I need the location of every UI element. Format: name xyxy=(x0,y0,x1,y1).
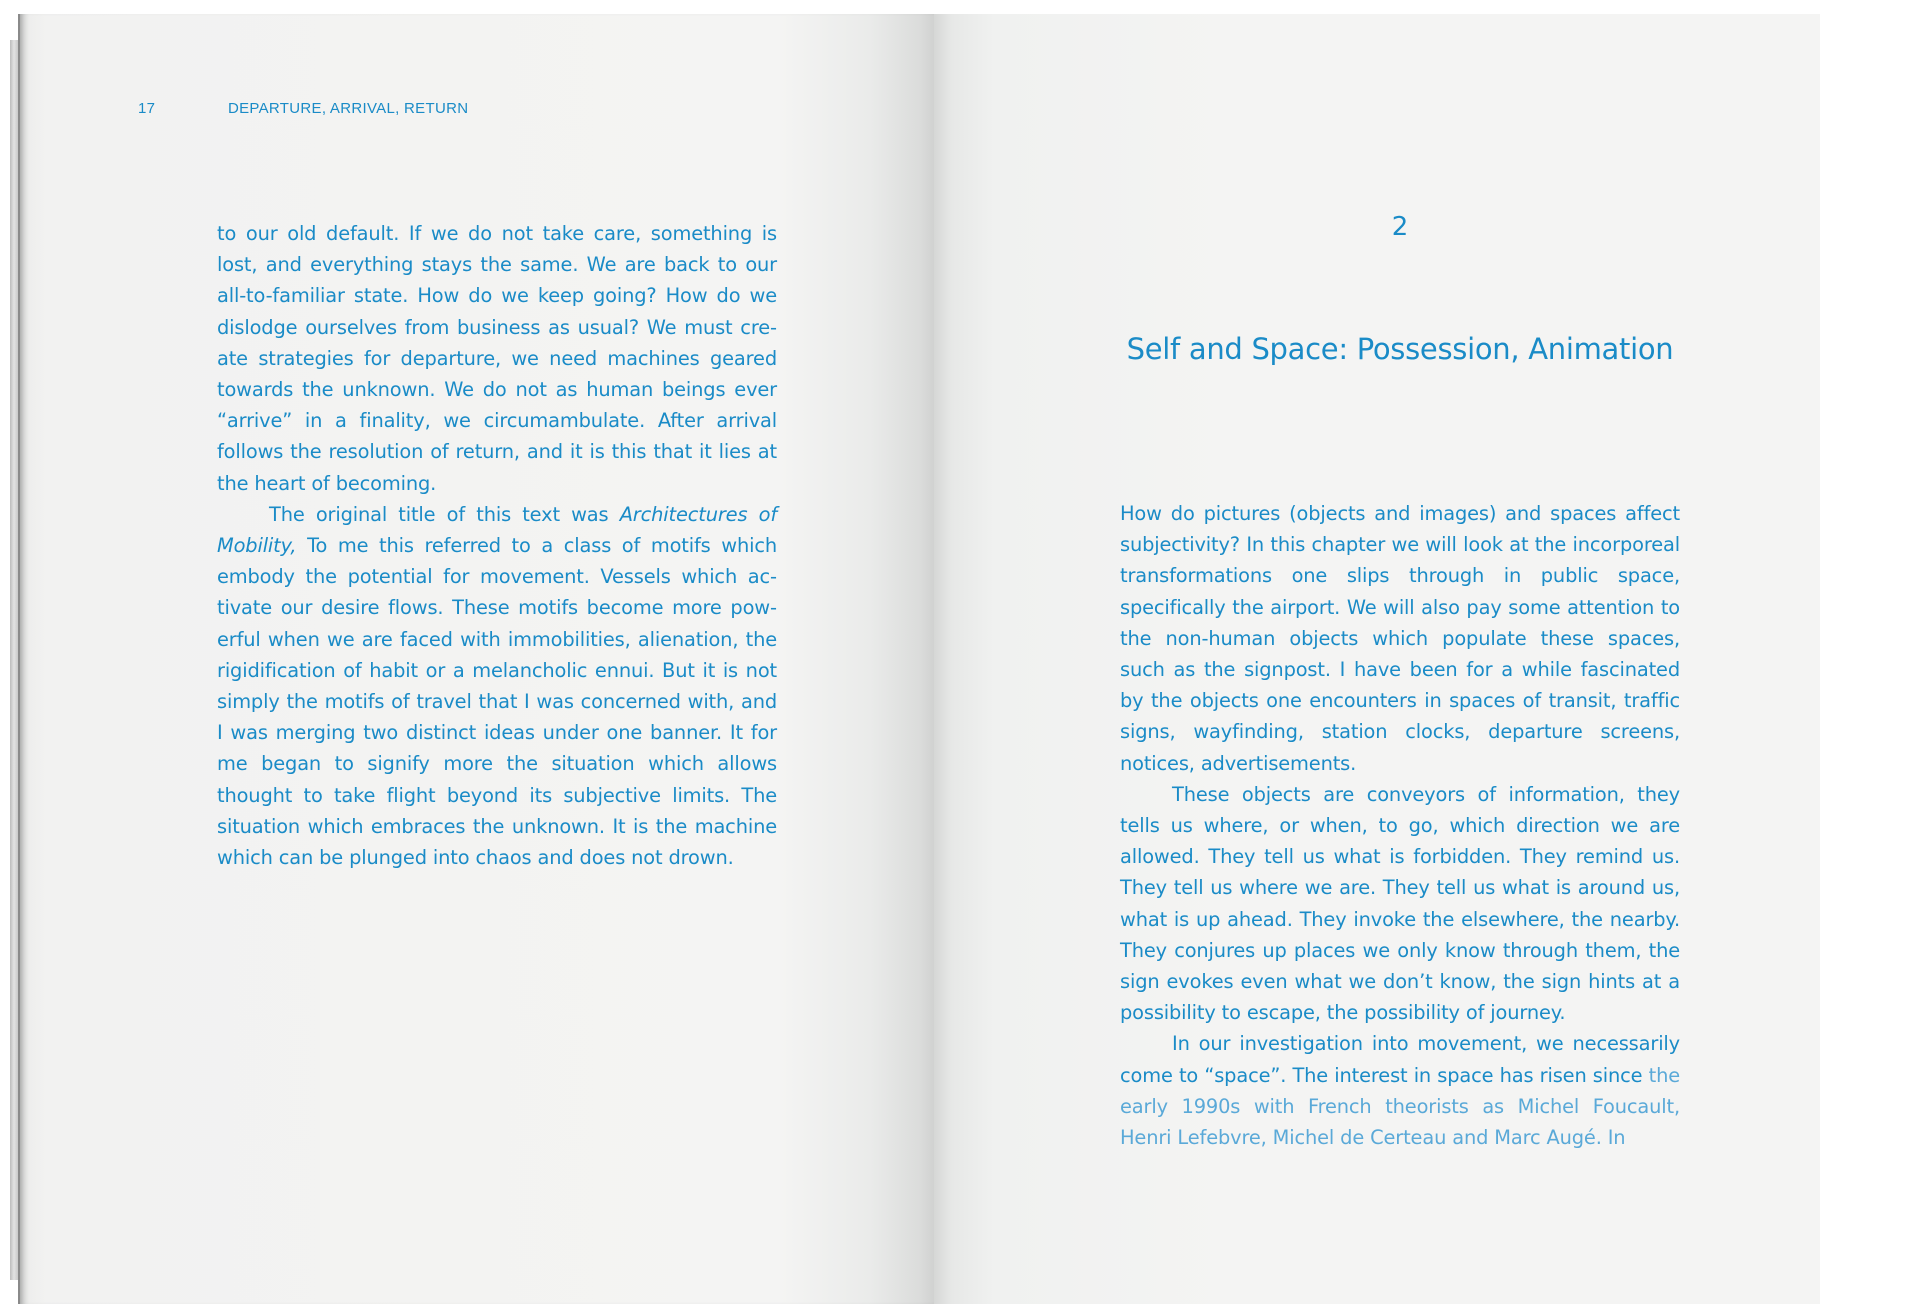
running-head: DEPARTURE, ARRIVAL, RETURN xyxy=(228,100,469,117)
left-paragraph-1: to our old default. If we do not take care, something is lost, and everything stays the same. We are back to our all-to-familiar state. How do we keep going? How do we dislodge ourselves from business as usual? We must create strategies for departure, we need machines geared towards the unknown. We do not as human beings ever “arrive” in a finality, we circumambulate. After arrival follows the resolution of return, and it is this that it lies at the heart of becoming. xyxy=(217,222,777,495)
page-number: 17 xyxy=(138,100,156,117)
right-paragraph-3-faded: the early 1990s with French theorists as Michel Foucault, Henri Lefebvre, Michel de Certeau and Marc Augé. In xyxy=(1120,1063,1681,1150)
right-paragraph-3-main: In our investigation into movement, we necessarily come to “space”. The interest in space has risen since xyxy=(1120,1032,1680,1087)
right-paragraph-3 xyxy=(1120,1028,1680,1153)
page-block-edge xyxy=(10,40,18,1280)
left-paragraph-2-title: Architectures of Mobility, xyxy=(217,502,777,558)
chapter-title: Self and Space: Possession, Animation xyxy=(1126,332,1674,366)
left-paragraph-2-lead: The original title of this text was xyxy=(269,502,620,526)
chapter-number: 2 xyxy=(1391,212,1409,242)
left-page xyxy=(18,14,936,1304)
left-paragraph-2-rest: To me this referred to a class of motifs which embody the potential for movement. Vessels which activate our desire flows. These motifs become more powerful when we are faced with immobilities, alienation, the rigidification of habit or a melancholic ennui. But it is not simply the motifs of travel that I was concerned with, and I was merging two distinct ideas under one banner. It for me began to signify more the situation which allows thought to take flight beyond its subjective limits. The situation which embraces the unknown. It is the machine which can be plunged into chaos and does not drown. xyxy=(217,534,777,870)
right-paragraph-1: How do pictures (objects and images) and spaces affect subjectivity? In this chapter we will look at the incorporeal transformations one slips through in public space, specifically the airport. We will also pay some attention to the non-human objects which populate these spaces, such as the signpost. I have been for a while fascinated by the objects one encounters in spaces of transit, traffic signs, wayfinding, station clocks, departure screens, notices, advertisements. xyxy=(1120,502,1680,775)
right-text-column xyxy=(1120,498,1680,1153)
right-paragraph-2: These objects are conveyors of information, they tells us where, or when, to go, which direction we are allowed. They tell us what is forbidden. They remind us. They tell us where we are. They tell us what is around us, what is up ahead. They invoke the elsewhere, the nearby. They conjures up places we only know through them, the sign evokes even what we don’t know, the sign hints at a possibility to escape, the possibility of journey. xyxy=(1120,782,1680,1025)
left-text-column xyxy=(217,218,777,873)
right-page xyxy=(934,14,1820,1304)
left-paragraph-2 xyxy=(217,499,777,873)
